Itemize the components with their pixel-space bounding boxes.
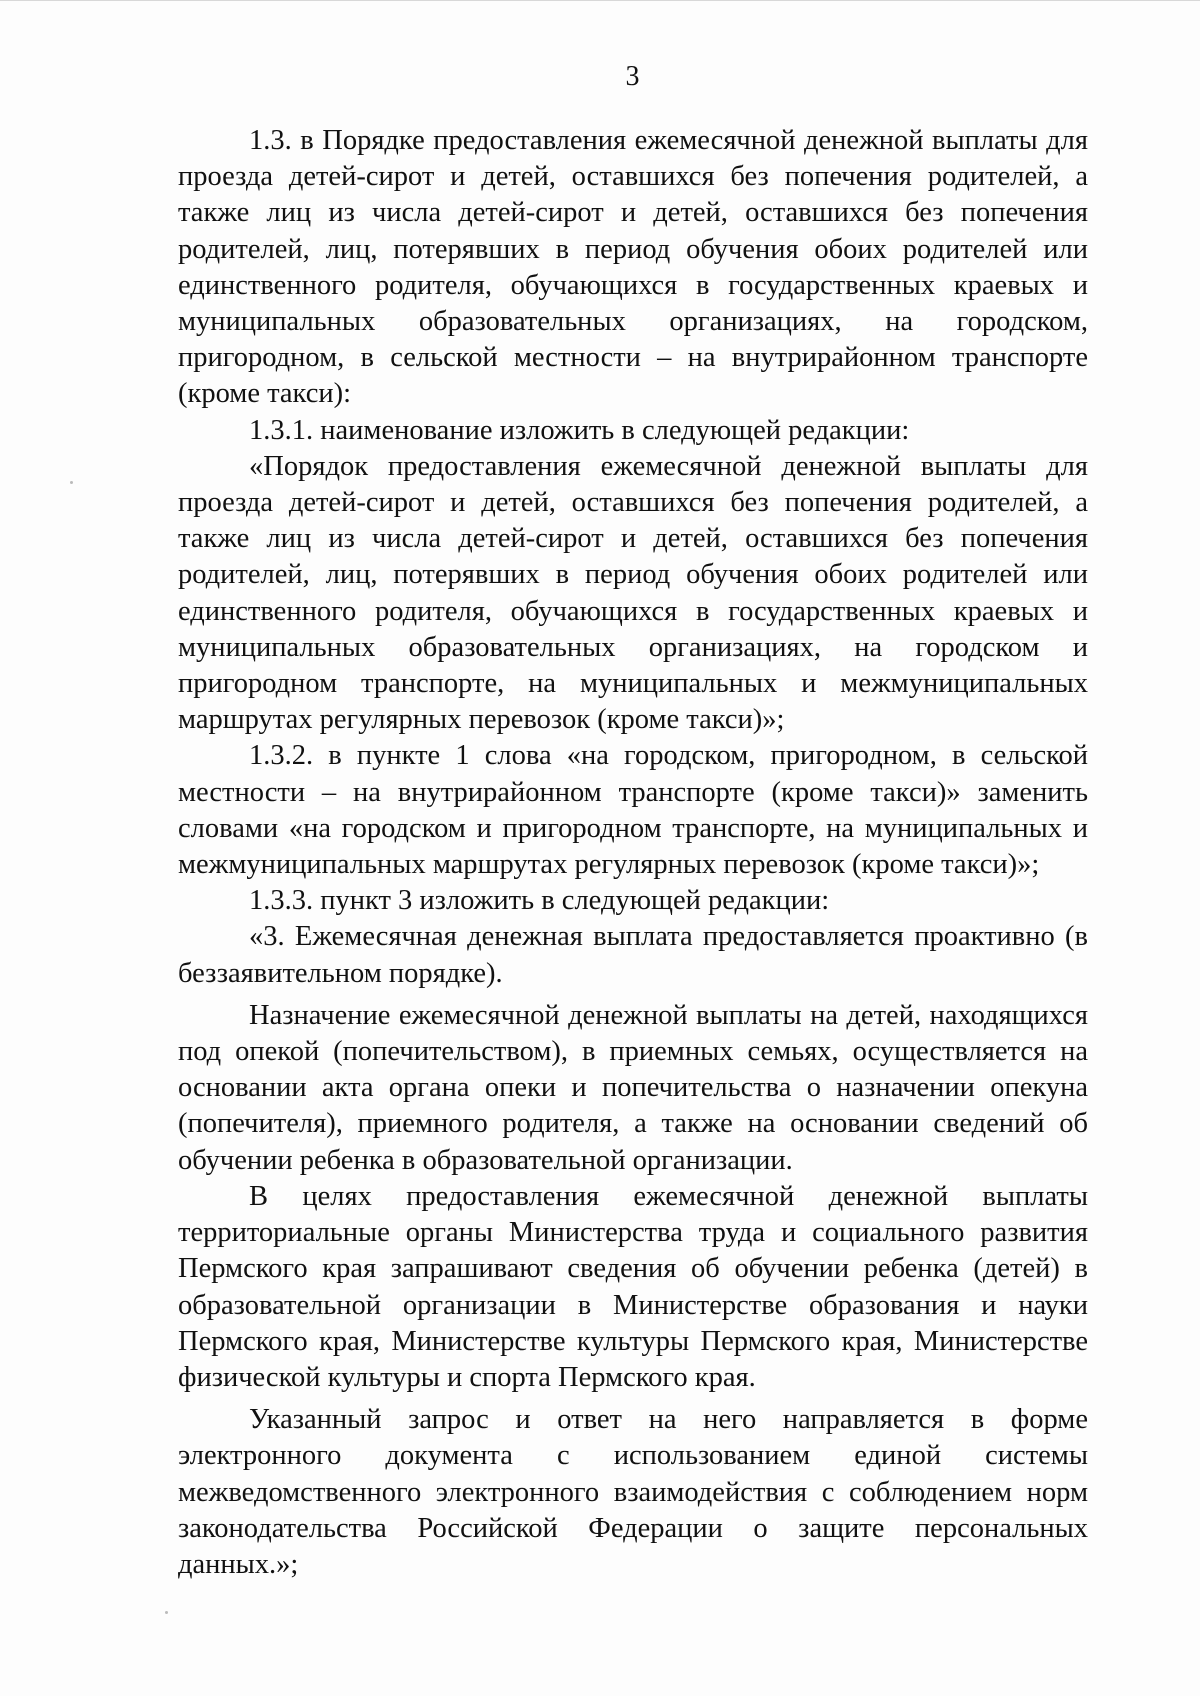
page-number: 3 <box>625 61 640 92</box>
paragraph-request: Указанный запрос и ответ на него направляется в форме электронного документа с использованием единой системы межведомственного электронного взаимодействия с соблюдением норм законодательства Российской Федерации о защите персональных данных.»; <box>178 1404 1088 1580</box>
paragraph-1-3: 1.3. в Порядке предоставления ежемесячной денежной выплаты для проезда детей-сирот и детей, оставшихся без попечения родителей, а также лиц из числа детей-сирот и детей, оставшихся без попечения родителей, лиц, потерявших в период обучения обоих родителей или единственного родителя, обучающихся в государственных краевых и муниципальных образовательных организациях, на городском, пригородном, в сельской местности – на внутрирайонном транспорте (кроме такси): <box>178 125 1088 410</box>
paragraph-item-3: «3. Ежемесячная денежная выплата предоставляется проактивно (в беззаявительном порядке). <box>178 921 1088 989</box>
scan-speck <box>165 1611 168 1614</box>
paragraph-1-3-2: 1.3.2. в пункте 1 слова «на городском, пригородном, в сельской местности – на внутрирайонном транспорте (кроме такси)» заменить словами «на городском и пригородном транспорте, на муниципальных и межмуниципальных маршрутах регулярных перевозок (кроме такси)»; <box>178 740 1088 881</box>
paragraph-1-3-3: 1.3.3. пункт 3 изложить в следующей редакции: <box>249 885 830 917</box>
paragraph-purpose: В целях предоставления ежемесячной денежной выплаты территориальные органы Министерства труда и социального развития Пермского края запрашивают сведения об обучении ребенка (детей) в образовательной организации в Министерстве образования и науки Пермского края, Министерстве культуры Пермского края, Министерстве физической культуры и спорта Пермского края. <box>178 1180 1088 1393</box>
paragraph-1-3-1: 1.3.1. наименование изложить в следующей редакции: <box>249 414 910 446</box>
document-body <box>178 123 1088 1583</box>
scan-speck <box>70 481 73 484</box>
paragraph-assignment: Назначение ежемесячной денежной выплаты на детей, находящихся под опекой (попечительством), в приемных семьях, осуществляется на основании акта органа опеки и попечительства о назначении опекуна (попечителя), приемного родителя, а также на основании сведений об обучении ребенка в образовательной организации. <box>178 999 1088 1176</box>
paragraph-order-title: «Порядок предоставления ежемесячной денежной выплаты для проезда детей-сирот и детей, оставшихся без попечения родителей, а также лиц из числа детей-сирот и детей, оставшихся без попечения родителей, лиц, потерявших в период обучения обоих родителей или единственного родителя, обучающихся в государственных краевых и муниципальных образовательных организациях, на городском и пригородном транспорте, на муниципальных и межмуниципальных маршрутах регулярных перевозок (кроме такси)»; <box>178 450 1088 736</box>
